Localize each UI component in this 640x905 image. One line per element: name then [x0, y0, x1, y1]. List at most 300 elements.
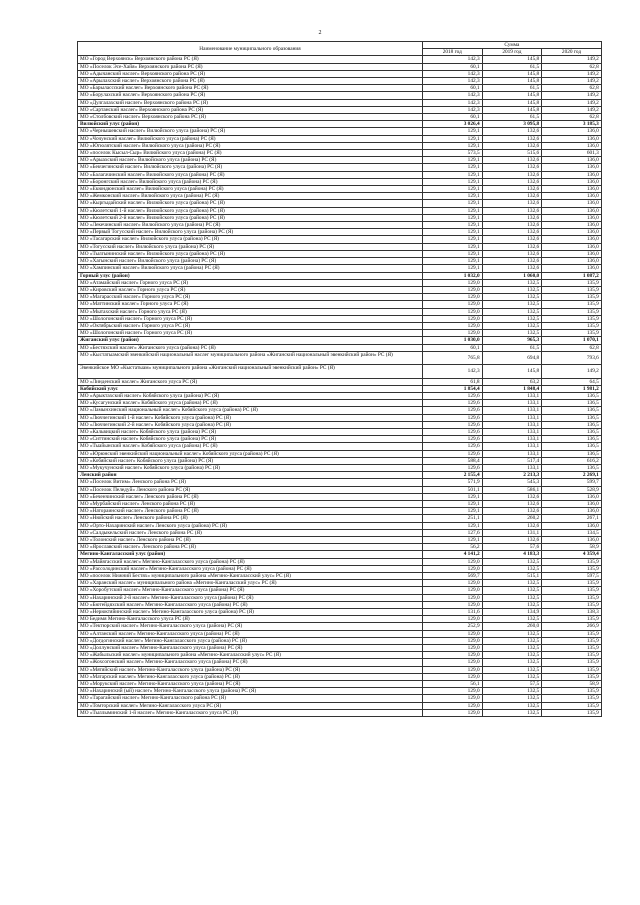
municipality-name-cell: МО «Екюндюнский наслег» Вилюйского улуса (района) РС (Я) — [78, 186, 423, 193]
table-row — [78, 652, 602, 659]
table-row — [78, 580, 602, 587]
amount-cell-2020: 135,9 — [542, 587, 602, 594]
table-row — [78, 85, 602, 92]
amount-cell-2018: 129,0 — [423, 601, 483, 608]
amount-cell-2019: 132,5 — [482, 709, 542, 716]
amount-cell-2019: 517,4 — [482, 457, 542, 464]
amount-cell-2018: 2 155,4 — [423, 472, 483, 479]
amount-cell-2018: 129,1 — [423, 522, 483, 529]
amount-cell-2020: 597,5 — [542, 573, 602, 580]
amount-cell-2020: 136,0 — [542, 508, 602, 515]
table-row — [78, 78, 602, 85]
amount-cell-2018: 129,0 — [423, 286, 483, 293]
amount-cell-2020: 149,2 — [542, 99, 602, 106]
table-row — [78, 414, 602, 421]
amount-cell-2019: 57,5 — [482, 681, 542, 688]
allocation-table-container — [77, 41, 601, 717]
amount-cell-2020: 58,9 — [542, 544, 602, 551]
municipality-name-cell: МО «Жемконский наслег» Вилюйского улуса (района) РС (Я) — [78, 193, 423, 200]
amount-cell-2020: 793,6 — [542, 351, 602, 364]
table-row — [78, 500, 602, 507]
table-row — [78, 529, 602, 536]
amount-cell-2019: 132,5 — [482, 702, 542, 709]
table-row — [78, 522, 602, 529]
amount-cell-2020: 136,0 — [542, 250, 602, 257]
amount-cell-2018: 129,1 — [423, 265, 483, 272]
amount-cell-2020: 135,9 — [542, 279, 602, 286]
table-row — [78, 294, 602, 301]
amount-cell-2018: 129,0 — [423, 702, 483, 709]
amount-cell-2019: 61,5 — [482, 63, 542, 70]
municipality-name-cell: МО «Линденский наслег» Жиганского улуса РС (Я) — [78, 378, 423, 385]
amount-cell-2019: 132,6 — [482, 236, 542, 243]
municipality-name-cell: МО «Жабыльский наслег» муниципального района «Мегино-Кангаласский улус» РС (Я) — [78, 652, 423, 659]
table-row — [78, 688, 602, 695]
table-row — [78, 344, 602, 351]
municipality-name-cell: МО «Томторский наслег» Мегино-Кангаласского улуса РС (Я) — [78, 702, 423, 709]
municipality-name-cell: МО «Мытахский наслег» Горного улуса РС (Я) — [78, 308, 423, 315]
amount-cell-2020: 1 087,2 — [542, 272, 602, 279]
municipality-name-cell: МО «Бестяхский наслег» Жиганского улуса (района) РС (Я) — [78, 344, 423, 351]
municipality-name-cell: МО «Кусагунский наслег» Кобяйского улуса (района) РС (Я) — [78, 400, 423, 407]
amount-cell-2018: 129,0 — [423, 322, 483, 329]
municipality-name-cell: МО «Кировский наслег» Горного улуса РС (Я) — [78, 286, 423, 293]
amount-cell-2019: 133,1 — [482, 407, 542, 414]
municipality-name-cell: МО «Маттинский наслег» Горного улуса РС (Я) — [78, 301, 423, 308]
amount-cell-2019: 132,5 — [482, 558, 542, 565]
municipality-name-cell: Эвенкийское МО «Кыстатыам» муниципального района «Жиганский национальный эвенкийский район» РС (Я) — [78, 365, 423, 378]
amount-cell-2018: 131,6 — [423, 609, 483, 616]
amount-cell-2018: 129,0 — [423, 580, 483, 587]
amount-cell-2019: 1 848,4 — [482, 385, 542, 392]
amount-cell-2020: 616,2 — [542, 457, 602, 464]
amount-cell-2018: 765,8 — [423, 351, 483, 364]
amount-cell-2020: 62,8 — [542, 85, 602, 92]
amount-cell-2020: 136,0 — [542, 207, 602, 214]
table-row — [78, 229, 602, 236]
amount-cell-2019: 965,3 — [482, 337, 542, 344]
amount-cell-2018: 129,0 — [423, 330, 483, 337]
amount-cell-2018: 129,6 — [423, 414, 483, 421]
amount-cell-2018: 501,1 — [423, 486, 483, 493]
amount-cell-2019: 4 183,3 — [482, 551, 542, 558]
municipality-name-cell: МО «Кальвицкий наслег» Кобяйского улуса (района) РС (Я) — [78, 428, 423, 435]
amount-cell-2020: 136,0 — [542, 493, 602, 500]
municipality-name-cell: МО «Харанский наслег» муниципального района «Мегино-Кангаласский улус» РС (Я) — [78, 580, 423, 587]
municipality-name-cell: МО «Лекечинский наслег» Вилюйского улуса (района) РС (Я) — [78, 222, 423, 229]
amount-cell-2019: 132,5 — [482, 294, 542, 301]
municipality-name-cell: МО «Ситтинский наслег» Кобяйского улуса (района) РС (Я) — [78, 436, 423, 443]
municipality-name-cell: МО «Барылассский наслег» Верхоянского района РС (Я) — [78, 85, 423, 92]
amount-cell-2019: 145,8 — [482, 78, 542, 85]
amount-cell-2020: 136,5 — [542, 443, 602, 450]
table-row — [78, 365, 602, 378]
amount-cell-2020: 266,9 — [542, 623, 602, 630]
municipality-name-cell: МО «Нахаринский 2-й наслег» Мегино-Кангаласского улуса (района) РС (Я) — [78, 594, 423, 601]
table-row — [78, 378, 602, 385]
amount-cell-2019: 132,6 — [482, 193, 542, 200]
amount-cell-2018: 129,0 — [423, 587, 483, 594]
amount-cell-2020: 135,9 — [542, 652, 602, 659]
municipality-name-cell: МО «Нюйский наслег» Ленского района РС (Я) — [78, 515, 423, 522]
allocation-table — [77, 41, 602, 717]
amount-cell-2018: 129,0 — [423, 688, 483, 695]
municipality-name-cell: МО «Югюлятский наслег» Вилюйского улуса (района) РС (Я) — [78, 142, 423, 149]
amount-cell-2018: 129,1 — [423, 493, 483, 500]
amount-cell-2020: 62,8 — [542, 63, 602, 70]
table-row — [78, 322, 602, 329]
municipality-name-cell: Мегино-Кангаласский улус (район) — [78, 551, 423, 558]
amount-cell-2018: 129,1 — [423, 229, 483, 236]
amount-cell-2018: 142,3 — [423, 365, 483, 378]
amount-cell-2018: 129,0 — [423, 308, 483, 315]
amount-cell-2019: 133,1 — [482, 421, 542, 428]
amount-cell-2020: 135,9 — [542, 594, 602, 601]
amount-cell-2020: 528,9 — [542, 486, 602, 493]
amount-cell-2020: 135,9 — [542, 330, 602, 337]
amount-cell-2020: 134,5 — [542, 529, 602, 536]
table-row — [78, 565, 602, 572]
page-number: 2 — [318, 30, 322, 36]
amount-cell-2020: 135,9 — [542, 565, 602, 572]
municipality-name-cell: МО «Доллунский наслег» Мегино-Кангаласского улуса (района) РС (Я) — [78, 645, 423, 652]
amount-cell-2019: 131,1 — [482, 529, 542, 536]
amount-cell-2018: 129,0 — [423, 630, 483, 637]
amount-cell-2019: 133,1 — [482, 400, 542, 407]
amount-cell-2018: 129,1 — [423, 222, 483, 229]
amount-cell-2020: 135,9 — [542, 709, 602, 716]
amount-cell-2018: 142,3 — [423, 70, 483, 77]
amount-cell-2018: 129,1 — [423, 164, 483, 171]
table-row — [78, 392, 602, 399]
amount-cell-2018: 1 032,0 — [423, 272, 483, 279]
municipality-name-cell: МО «Дулгалахский наслег» Верхоянского района РС (Я) — [78, 99, 423, 106]
municipality-name-cell: Кобяйский улус — [78, 385, 423, 392]
amount-cell-2018: 4 141,2 — [423, 551, 483, 558]
region-total-row — [78, 551, 602, 558]
amount-cell-2019: 132,6 — [482, 229, 542, 236]
amount-cell-2020: 135,9 — [542, 308, 602, 315]
table-body — [78, 56, 602, 717]
municipality-name-cell: МО «Шологонский наслег» Горного улуса РС (Я) — [78, 330, 423, 337]
amount-cell-2019: 586,1 — [482, 486, 542, 493]
amount-cell-2020: 58,9 — [542, 681, 602, 688]
region-total-row — [78, 337, 602, 344]
header-year-2019: 2019 год — [482, 49, 542, 56]
amount-cell-2020: 136,5 — [542, 400, 602, 407]
table-row — [78, 265, 602, 272]
municipality-name-cell: МО «Хампинский наслег» Вилюйского улуса (района) РС (Я) — [78, 265, 423, 272]
amount-cell-2020: 136,0 — [542, 135, 602, 142]
amount-cell-2018: 129,1 — [423, 250, 483, 257]
amount-cell-2019: 132,6 — [482, 493, 542, 500]
amount-cell-2020: 136,5 — [542, 392, 602, 399]
amount-cell-2020: 135,9 — [542, 301, 602, 308]
amount-cell-2019: 132,5 — [482, 637, 542, 644]
table-row — [78, 479, 602, 486]
amount-cell-2018: 129,1 — [423, 178, 483, 185]
municipality-name-cell: МО «Жохсогонский наслег» Мегино-Кангаласского улуса (района) РС (Я) — [78, 659, 423, 666]
amount-cell-2018: 129,1 — [423, 193, 483, 200]
municipality-name-cell: МО «Догдогинский наслег» Мегино-Кангаласского улуса (района) РС (Я) — [78, 637, 423, 644]
amount-cell-2020: 136,0 — [542, 171, 602, 178]
amount-cell-2018: 129,1 — [423, 135, 483, 142]
amount-cell-2020: 136,5 — [542, 421, 602, 428]
municipality-name-cell: МО «Хагынский наслег» Вилюйского улуса (района) РС (Я) — [78, 258, 423, 265]
table-row — [78, 114, 602, 121]
municipality-name-cell: МО «Беченчинский наслег» Ленского района РС (Я) — [78, 493, 423, 500]
amount-cell-2019: 61,5 — [482, 114, 542, 121]
amount-cell-2020: 149,2 — [542, 56, 602, 63]
municipality-name-cell: МО «Город Верхоянск» Верхоянского района РС (Я) — [78, 56, 423, 63]
amount-cell-2019: 132,5 — [482, 673, 542, 680]
amount-cell-2018: 3 026,4 — [423, 121, 483, 128]
amount-cell-2020: 135,9 — [542, 630, 602, 637]
amount-cell-2020: 136,0 — [542, 236, 602, 243]
municipality-name-cell: Горный улус (район) — [78, 272, 423, 279]
amount-cell-2019: 133,1 — [482, 443, 542, 450]
amount-cell-2020: 62,8 — [542, 114, 602, 121]
municipality-name-cell: МО «Адычанский наслег» Верхоянского района РС (Я) — [78, 70, 423, 77]
amount-cell-2020: 1 981,2 — [542, 385, 602, 392]
municipality-name-cell: МО «Хоробутский наслег» Мегино-Кангаласского улуса (района) РС (Я) — [78, 587, 423, 594]
amount-cell-2019: 260,2 — [482, 515, 542, 522]
municipality-name-cell: МО «Тылгынинский наслег» Вилюйского улуса (района) РС (Я) — [78, 250, 423, 257]
amount-cell-2018: 129,1 — [423, 142, 483, 149]
amount-cell-2020: 136,0 — [542, 186, 602, 193]
amount-cell-2020: 136,0 — [542, 164, 602, 171]
amount-cell-2019: 132,5 — [482, 659, 542, 666]
table-row — [78, 709, 602, 716]
amount-cell-2018: 129,6 — [423, 400, 483, 407]
amount-cell-2020: 136,5 — [542, 464, 602, 471]
table-row — [78, 164, 602, 171]
amount-cell-2018: 129,6 — [423, 464, 483, 471]
amount-cell-2019: 132,5 — [482, 308, 542, 315]
amount-cell-2020: 149,2 — [542, 78, 602, 85]
amount-cell-2020: 149,2 — [542, 365, 602, 378]
amount-cell-2018: 129,6 — [423, 428, 483, 435]
amount-cell-2018: 129,0 — [423, 279, 483, 286]
municipality-name-cell: МО «Толонский наслег» Ленского района РС (Я) — [78, 536, 423, 543]
table-row — [78, 659, 602, 666]
amount-cell-2019: 61,5 — [482, 85, 542, 92]
table-row — [78, 142, 602, 149]
table-row — [78, 236, 602, 243]
amount-cell-2019: 132,5 — [482, 330, 542, 337]
amount-cell-2019: 3 095,8 — [482, 121, 542, 128]
table-row — [78, 157, 602, 164]
amount-cell-2020: 62,8 — [542, 344, 602, 351]
table-row — [78, 214, 602, 221]
table-row — [78, 436, 602, 443]
amount-cell-2018: 129,0 — [423, 695, 483, 702]
amount-cell-2018: 61,8 — [423, 378, 483, 385]
amount-cell-2018: 129,6 — [423, 407, 483, 414]
amount-cell-2019: 145,8 — [482, 92, 542, 99]
municipality-name-cell: МО «Ярославский наслег» Ленского района РС (Я) — [78, 544, 423, 551]
amount-cell-2019: 132,6 — [482, 243, 542, 250]
amount-cell-2020: 136,0 — [542, 214, 602, 221]
amount-cell-2018: 142,3 — [423, 78, 483, 85]
amount-cell-2020: 135,9 — [542, 666, 602, 673]
amount-cell-2018: 1 030,0 — [423, 337, 483, 344]
amount-cell-2020: 135,9 — [542, 673, 602, 680]
table-row — [78, 250, 602, 257]
table-row — [78, 515, 602, 522]
amount-cell-2020: 136,0 — [542, 142, 602, 149]
table-row — [78, 171, 602, 178]
municipality-name-cell: МО «Морукский наслег» Мегино-Кангаласского улуса (района) РС (Я) — [78, 681, 423, 688]
amount-cell-2018: 129,1 — [423, 243, 483, 250]
amount-cell-2018: 60,1 — [423, 85, 483, 92]
amount-cell-2018: 56,2 — [423, 544, 483, 551]
table-row — [78, 286, 602, 293]
municipality-name-cell: МО «Балагачинский наслег» Вилюйского улуса (района) РС (Я) — [78, 171, 423, 178]
amount-cell-2019: 61,5 — [482, 344, 542, 351]
amount-cell-2020: 135,9 — [542, 601, 602, 608]
amount-cell-2018: 129,0 — [423, 645, 483, 652]
amount-cell-2018: 142,3 — [423, 92, 483, 99]
amount-cell-2020: 136,0 — [542, 178, 602, 185]
amount-cell-2020: 136,5 — [542, 414, 602, 421]
municipality-name-cell: МО «Натораинский наслег» Ленского района РС (Я) — [78, 508, 423, 515]
amount-cell-2020: 136,0 — [542, 229, 602, 236]
amount-cell-2018: 142,3 — [423, 99, 483, 106]
amount-cell-2018: 129,6 — [423, 443, 483, 450]
table-row — [78, 428, 602, 435]
municipality-name-cell: МО «Кюлетский 2-й наслег» Вилюйского улуса (района) РС (Я) — [78, 214, 423, 221]
amount-cell-2020: 136,0 — [542, 193, 602, 200]
amount-cell-2018: 129,1 — [423, 500, 483, 507]
table-row — [78, 207, 602, 214]
region-total-row — [78, 121, 602, 128]
amount-cell-2019: 132,6 — [482, 214, 542, 221]
municipality-name-cell: МО «Кыргыдайский наслег» Вилюйского улуса (района) РС (Я) — [78, 200, 423, 207]
amount-cell-2020: 3 185,3 — [542, 121, 602, 128]
amount-cell-2020: 136,0 — [542, 157, 602, 164]
amount-cell-2019: 132,5 — [482, 630, 542, 637]
amount-cell-2019: 63,2 — [482, 378, 542, 385]
amount-cell-2018: 129,6 — [423, 392, 483, 399]
amount-cell-2019: 132,6 — [482, 200, 542, 207]
table-row — [78, 128, 602, 135]
table-row — [78, 702, 602, 709]
table-row — [78, 673, 602, 680]
amount-cell-2019: 132,5 — [482, 279, 542, 286]
municipality-name-cell: МО «Тектюрский наслег» Мегино-Кангаласского улуса (района) РС (Я) — [78, 623, 423, 630]
amount-cell-2019: 545,3 — [482, 479, 542, 486]
municipality-name-cell: МО «Орто-Нахаринский наслег» Ленского улуса (района) РС (Я) — [78, 522, 423, 529]
municipality-name-cell: МО «Кыстатыамский эвенкийский национальный наслег муниципального района «Жиганский национальный эвенкийский район» РС (Я) — [78, 351, 423, 364]
municipality-name-cell: МО «Арыктахский наслег» Кобяйского улуса (района) РС (Я) — [78, 392, 423, 399]
municipality-name-cell: МО «Матарский наслег» Мегино-Кангаласского улуса (района) РС (Я) — [78, 673, 423, 680]
amount-cell-2019: 132,5 — [482, 565, 542, 572]
amount-cell-2019: 133,1 — [482, 392, 542, 399]
amount-cell-2019: 132,5 — [482, 666, 542, 673]
amount-cell-2018: 1 854,4 — [423, 385, 483, 392]
table-row — [78, 637, 602, 644]
amount-cell-2019: 132,6 — [482, 164, 542, 171]
amount-cell-2018: 569,7 — [423, 573, 483, 580]
amount-cell-2018: 60,1 — [423, 63, 483, 70]
table-row — [78, 330, 602, 337]
municipality-name-cell: МО «Мукучунский наслег» Кобяйского улуса (района) РС (Я) — [78, 464, 423, 471]
amount-cell-2020: 135,9 — [542, 695, 602, 702]
amount-cell-2018: 129,0 — [423, 709, 483, 716]
table-row — [78, 464, 602, 471]
amount-cell-2019: 132,6 — [482, 500, 542, 507]
amount-cell-2020: 135,9 — [542, 645, 602, 652]
amount-cell-2019: 132,6 — [482, 536, 542, 543]
amount-cell-2018: 129,0 — [423, 315, 483, 322]
amount-cell-2020: 136,0 — [542, 265, 602, 272]
amount-cell-2020: 136,0 — [542, 258, 602, 265]
table-row — [78, 400, 602, 407]
municipality-name-cell: МО «Салдыкельский наслег» Ленского района РС (Я) — [78, 529, 423, 536]
amount-cell-2020: 135,9 — [542, 688, 602, 695]
amount-cell-2018: 129,0 — [423, 673, 483, 680]
table-row — [78, 279, 602, 286]
table-row — [78, 630, 602, 637]
municipality-name-cell: МО «Тогусский наслег» Вилюйского улуса (района) РС (Я) — [78, 243, 423, 250]
table-row — [78, 666, 602, 673]
table-row — [78, 150, 602, 157]
amount-cell-2019: 145,8 — [482, 70, 542, 77]
amount-cell-2020: 267,1 — [542, 515, 602, 522]
amount-cell-2020: 136,0 — [542, 222, 602, 229]
region-total-row — [78, 385, 602, 392]
region-total-row — [78, 472, 602, 479]
municipality-name-cell: МО «Атамайский наслег» Горного улуса РС (Я) — [78, 279, 423, 286]
amount-cell-2020: 601,3 — [542, 150, 602, 157]
amount-cell-2020: 135,9 — [542, 580, 602, 587]
table-row — [78, 301, 602, 308]
municipality-name-cell: МО «Люччегинский 2-й наслег» Кобяйского улуса (района) РС (Я) — [78, 421, 423, 428]
amount-cell-2019: 694,8 — [482, 351, 542, 364]
amount-cell-2019: 132,6 — [482, 258, 542, 265]
amount-cell-2019: 132,6 — [482, 522, 542, 529]
municipality-name-cell: МО «Чернышевский наслег» Вилюйского улуса (района) РС (Я) — [78, 128, 423, 135]
table-row — [78, 645, 602, 652]
amount-cell-2018: 129,1 — [423, 214, 483, 221]
table-row — [78, 106, 602, 113]
amount-cell-2019: 132,6 — [482, 157, 542, 164]
amount-cell-2020: 135,9 — [542, 616, 602, 623]
amount-cell-2019: 133,1 — [482, 450, 542, 457]
header-sum: Сумма — [423, 42, 602, 49]
amount-cell-2020: 149,2 — [542, 70, 602, 77]
table-row — [78, 508, 602, 515]
table-row — [78, 623, 602, 630]
amount-cell-2018: 129,1 — [423, 128, 483, 135]
amount-cell-2020: 149,2 — [542, 92, 602, 99]
table-row — [78, 135, 602, 142]
table-row — [78, 407, 602, 414]
amount-cell-2018: 571,9 — [423, 479, 483, 486]
amount-cell-2019: 132,5 — [482, 688, 542, 695]
table-row — [78, 92, 602, 99]
municipality-name-cell: МО «Мурбайский наслег» Ленского района РС (Я) — [78, 500, 423, 507]
amount-cell-2020: 136,0 — [542, 536, 602, 543]
amount-cell-2018: 251,1 — [423, 515, 483, 522]
table-row — [78, 616, 602, 623]
amount-cell-2018: 60,1 — [423, 344, 483, 351]
amount-cell-2020: 1 070,1 — [542, 337, 602, 344]
table-row — [78, 573, 602, 580]
table-row — [78, 601, 602, 608]
amount-cell-2018: 129,1 — [423, 207, 483, 214]
